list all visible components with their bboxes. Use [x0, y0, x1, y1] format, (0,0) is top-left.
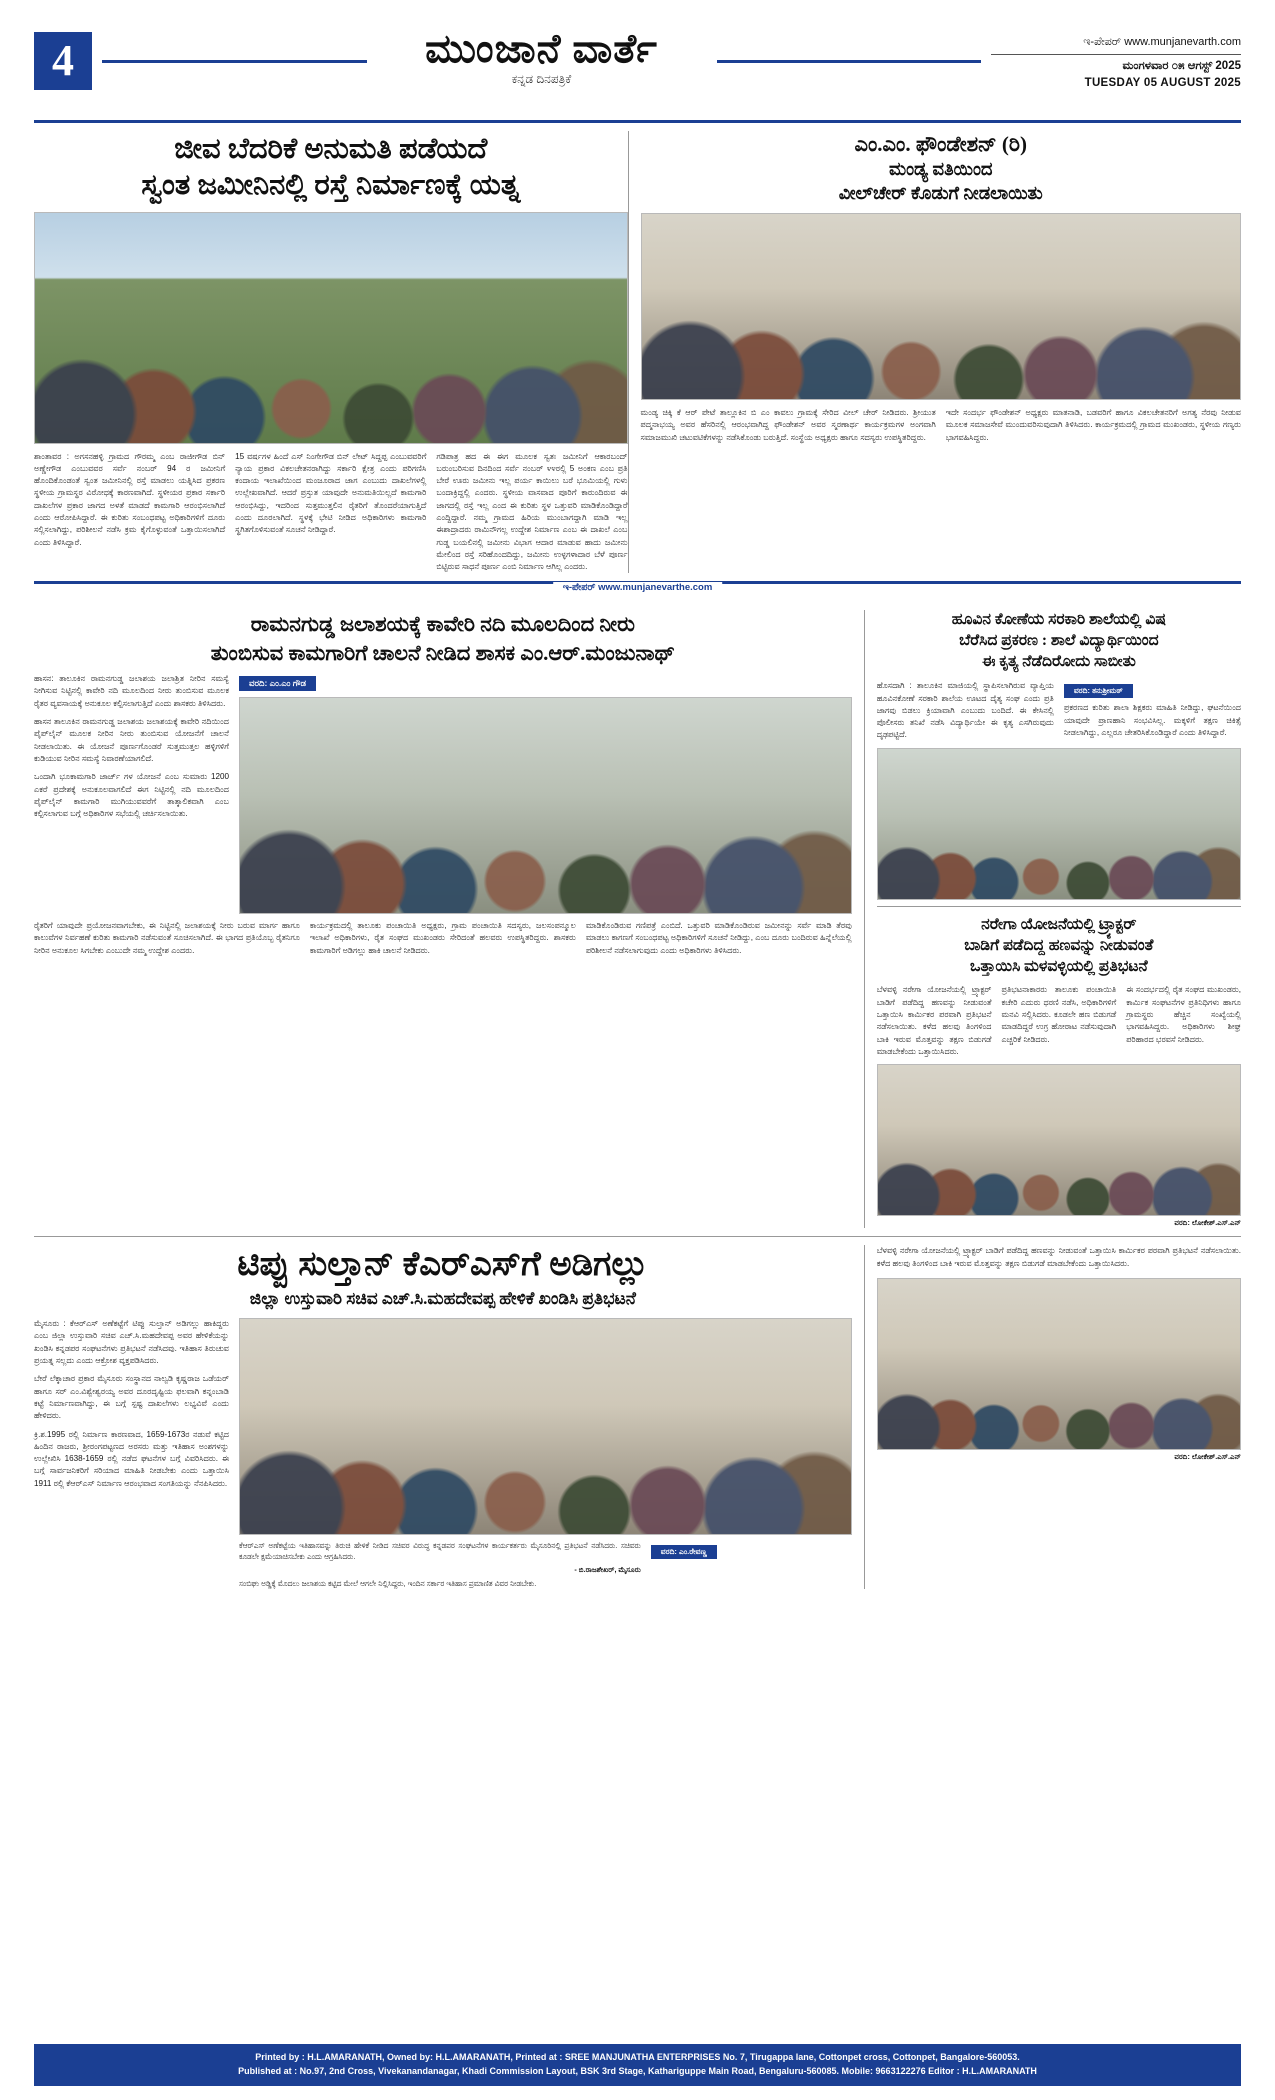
lead-headline-line2: ಸ್ವಂತ ಜಮೀನಿನಲ್ಲಿ ರಸ್ತೆ ನಿರ್ಮಾಣಕ್ಕೆ ಯತ್ನ — [141, 169, 521, 202]
narega-body — [877, 984, 1241, 1058]
ramanagudda-col-3: ಒಂದಾಗಿ ಭೂಕಾಮಗಾರಿ ಜಾರ್ಜ್‌ ಗಳ ಯೋಜನೆ ಎಂಬ ಸುಮಾರು 1200 ಎಕರೆ ಪ್ರದೇಶಕ್ಕೆ ಅನುಕೂಲವಾಗಲಿದೆ ಈಗ ನಿಟ್ಟಿನಲ್ಲಿ ನದಿ ಮೂಲದಿಂದ ಪೈಪ್‌ಲೈನ್ ಕಾಮಗಾರಿ ಮುಗಿಯುವವರೆಗೆ ತಾತ್ಕಾಲಿಕವಾಗಿ ಎಂಬ ಕಲ್ಪಿಸಲಾಗುವ ಬಗ್ಗೆ ಅಧಿಕಾರಿಗಳ ಸಭೆಯಲ್ಲಿ ಚರ್ಚಿಸಲಾಯಿತು. — [34, 772, 229, 819]
tipu-caption-credit: - ಬಿ.ರಾಜಶೇಖರ್, ಮೈಸೂರು — [574, 1564, 641, 1574]
narega-headline-line2: ಬಾಡಿಗೆ ಪಡೆದಿದ್ದ ಹಣವನ್ನು ನೀಡುವಂತೆ — [964, 936, 1154, 954]
narega-col-2: ಪ್ರತಿಭಟನಾಕಾರರು ತಾಲೂಕು ಪಂಚಾಯಿತಿ ಕಚೇರಿ ಎದುರು ಧರಣಿ ನಡೆಸಿ, ಅಧಿಕಾರಿಗಳಿಗೆ ಮನವಿ ಸಲ್ಲಿಸಿದರು. ಕೂಡಲೇ ಹಣ ಬಿಡುಗಡೆ ಮಾಡದಿದ್ದರೆ ಉಗ್ರ ಹೋರಾಟ ನಡೆಸುವುದಾಗಿ ಎಚ್ಚರಿಕೆ ನೀಡಿದರು. — [1001, 985, 1117, 1044]
epaper-url[interactable]: ಇ-ಪೇಪರ್ www.munjanevarth.com — [1083, 36, 1241, 48]
poison-headline-line1: ಹೂವಿನ ಕೋಣೆಯ ಸರಕಾರಿ ಶಾಲೆಯಲ್ಲಿ ವಿಷ — [951, 611, 1166, 629]
footer-line-1: Printed by : H.L.AMARANATH, Owned by: H.L.AMARANATH, Printed at : SREE MANJUNATHA ENTERPRISES No. 7, Tirugappa lane, Cottonpet cross, Cottonpet, Bangalore-560053. — [255, 2052, 1020, 2063]
tipu-left-col — [34, 1318, 229, 1589]
tipu-col-2: ಬೇರೆ ಲೆಕ್ಕಾಚಾರ ಪ್ರಕಾರ ಮೈಸೂರು ಸಂಸ್ಥಾನದ ನಾಲ್ವಡಿ ಕೃಷ್ಣರಾಜ ಒಡೆಯರ್ ಹಾಗೂ ಸರ್ ಎಂ.ವಿಶ್ವೇಶ್ವರಯ್ಯ ಅವರ ದೂರದೃಷ್ಟಿಯ ಫಲವಾಗಿ ಕನ್ನಂಬಾಡಿ ಕಟ್ಟೆ ನಿರ್ಮಾಣವಾಗಿದ್ದು, ಈ ಬಗ್ಗೆ ಸ್ಪಷ್ಟ ದಾಖಲೆಗಳು ಲಭ್ಯವಿವೆ ಎಂದು ಹೇಳಿದರು. — [34, 1374, 229, 1421]
tipu-photo-wrap — [239, 1318, 852, 1589]
ramanagudda-inauguration-photo — [239, 697, 852, 914]
mm-foundation-article — [628, 131, 1241, 573]
mm-col-1: ಮಂಡ್ಯ ಚಿಕ್ಕಿ ಕೆ ಆರ್ ಪೇಟೆ ತಾಲ್ಲೂಕಿನ ಬಿ ಎಂ ಕಾವಲು ಗ್ರಾಮಕ್ಕೆ ಸೇರಿದ ವೀಲ್ ಚೇರ್ ನೀಡಿದರು. ಶ್ರೀಯುತ ಪದ್ಮನಾಭಯ್ಯ ಅವರ ಹೆಸರಿನಲ್ಲಿ ಆರಂಭವಾಗಿದ್ದ ಫೌಂಡೇಶನ್ ಅವರ ಸ್ಮರಣಾರ್ಥ ಕಾರ್ಯಕ್ರಮಗಳ ಅಂಗವಾಗಿ ಸಮಾಜಮುಖಿ ಚಟುವಟಿಕೆಗಳನ್ನು ನಡೆಸಿಕೊಂಡು ಬರುತ್ತಿದೆ. ಸಂಸ್ಥೆಯ ಅಧ್ಯಕ್ಷರು ಹಾಗೂ ಸದಸ್ಯರು ಉಪಸ್ಥಿತರಿದ್ದರು. — [640, 408, 936, 442]
top-section — [34, 131, 1241, 573]
ramanagudda-headline-line2: ತುಂಬಿಸುವ ಕಾಮಗಾರಿಗೆ ಚಾಲನೆ ನೀಡಿದ ಶಾಸಕ ಎಂ.ಆರ್.ಮಂಜುನಾಥ್ — [210, 640, 675, 665]
article-divider — [877, 906, 1241, 907]
mm-foundation-group-photo — [641, 213, 1241, 400]
ramanagudda-headline-line1: ರಾಮನಗುಡ್ಡ ಜಲಾಶಯಕ್ಕೆ ಕಾವೇರಿ ನದಿ ಮೂಲದಿಂದ ನೀರು — [250, 612, 635, 637]
narega-headline-line1: ನರೇಗಾ ಯೋಜನೆಯಲ್ಲಿ ಟ್ರ್ಯಾಕ್ಟರ್ — [981, 915, 1137, 933]
tipu-ribbon-wrap — [651, 1541, 852, 1589]
protest-group-photo — [877, 1064, 1241, 1216]
poison-headline — [877, 610, 1241, 673]
tipu-col-1: ಮೈಸೂರು : ಕೆಆರ್‌ಎಸ್ ಅಣೆಕಟ್ಟೆಗೆ ಟಿಪ್ಪು ಸುಲ್ತಾನ್ ಅಡಿಗಲ್ಲು ಹಾಕಿದ್ದರು ಎಂಬ ಜಿಲ್ಲಾ ಉಸ್ತುವಾರಿ ಸಚಿವ ಎಚ್.ಸಿ.ಮಹದೇವಪ್ಪ ಅವರ ಹೇಳಿಕೆಯನ್ನು ಖಂಡಿಸಿ ಕನ್ನಡಪರ ಸಂಘಟನೆಗಳು ಪ್ರತಿಭಟನೆ ನಡೆಸಿದವು. ಇತಿಹಾಸ ತಿರುಚುವ ಪ್ರಯತ್ನ ಸಲ್ಲದು ಎಂದು ಆಕ್ರೋಶ ವ್ಯಕ್ತಪಡಿಸಿದರು. — [34, 1319, 229, 1366]
bottom-section — [34, 1236, 1241, 1589]
ramanagudda-top — [34, 673, 852, 914]
tipu-credit-ribbon: ವರದಿ: ಎಂ.ರೇವಣ್ಣ — [651, 1545, 717, 1559]
tipu-caption-wrap — [239, 1541, 641, 1589]
bottom-right-text: ಬೆಳವಳ್ಳಿ ನರೇಗಾ ಯೋಜನೆಯಲ್ಲಿ ಟ್ರ್ಯಾಕ್ಟರ್ ಬಾಡಿಗೆ ಪಡೆದಿದ್ದ ಹಣವನ್ನು ನೀಡುವಂತೆ ಒತ್ತಾಯಿಸಿ ಕಾರ್ಮಿಕರ ಪರವಾಗಿ ಪ್ರತಿಭಟನೆ ನಡೆಸಲಾಯಿತು. ಕಳೆದ ಹಲವು ತಿಂಗಳಿಂದ ಬಾಕಿ ಇರುವ ಮೊತ್ತವನ್ನು ತಕ್ಷಣ ಬಿಡುಗಡೆ ಮಾಡಬೇಕೆಂದು ಒತ್ತಾಯಿಸಿದರು. — [876, 1246, 1241, 1268]
photo-figures — [240, 1401, 851, 1534]
narega-article — [877, 915, 1241, 1229]
tipu-caption: ಕೆಆರ್‌ಎಸ್ ಅಣೆಕಟ್ಟೆಯ ಇತಿಹಾಸವನ್ನು ತಿರುಚಿ ಹೇಳಿಕೆ ನೀಡಿದ ಸಚಿವರ ವಿರುದ್ಧ ಕನ್ನಡಪರ ಸಂಘಟನೆಗಳ ಕಾರ್ಯಕರ್ತರು ಮೈಸೂರಿನಲ್ಲಿ ಪ್ರತಿಭಟನೆ ನಡೆಸಿದರು. ಸಚಿವರು ಕೂಡಲೇ ಕ್ಷಮೆಯಾಚಿಸಬೇಕು ಎಂದು ಆಗ್ರಹಿಸಿದರು. — [239, 1541, 641, 1561]
footer-line-2: Published at : No.97, 2nd Cross, Vivekanandanagar, Khadi Commission Layout, BSK 3rd Stage, Kathariguppe Main Road, Bengaluru-560085. Mobile: 9663122276 Editor : H.L.AMARANATH — [238, 2066, 1037, 2077]
tipu-article — [34, 1245, 864, 1589]
newspaper-title: ಮುಂಜಾನೆ ವಾರ್ತೆ — [425, 26, 658, 71]
photo-figures — [878, 806, 1240, 899]
page-footer — [34, 2044, 1241, 2086]
ramanagudda-photo-wrap — [239, 673, 852, 914]
ramanagudda-credit-ribbon: ವರದಿ: ಎಂ.ಎಂ ಗೌಡ — [239, 676, 316, 691]
poison-right-col — [1064, 680, 1241, 741]
mm-foundation-body — [641, 407, 1241, 444]
mm-col-2: ಇದೇ ಸಂದರ್ಭ ಫೌಂಡೇಶನ್ ಅಧ್ಯಕ್ಷರು ಮಾತನಾಡಿ, ಬಡವರಿಗೆ ಹಾಗೂ ವಿಕಲಚೇತನರಿಗೆ ಅಗತ್ಯ ನೆರವು ನೀಡುವ ಮೂಲಕ ಸಮಾಜಸೇವೆ ಮುಂದುವರಿಸುವುದಾಗಿ ತಿಳಿಸಿದರು. ಕಾರ್ಯಕ್ರಮದಲ್ಲಿ ಗ್ರಾಮದ ಮುಖಂಡರು, ಸ್ಥಳೀಯ ಗಣ್ಯರು ಭಾಗವಹಿಸಿದ್ದರು. — [945, 408, 1241, 442]
photo-figures — [878, 1343, 1240, 1448]
ramanagudda-col-1: ಹಾಸನ: ತಾಲೂಕಿನ ರಾಮನಗುಡ್ಡ ಜಲಾಶಯ ಜಲಾಶ್ರಿತ ನೀರಿನ ಸಮಸ್ಯೆ ನೀಗಿಸುವ ನಿಟ್ಟಿನಲ್ಲಿ ಕಾವೇರಿ ನದಿ ಮೂಲದಿಂದ ನೀರು ತುಂಬಿಸುವ ಮೂಲಕ ರೈತರ ವ್ಯವಸಾಯಕ್ಕೆ ಅನುಕೂಲ ಕಲ್ಪಿಸಲಾಗುತ್ತಿದೆ ಎಂದು ಶಾಸಕರು ತಿಳಿಸಿದರು. — [34, 674, 229, 708]
section-divider — [34, 581, 1241, 604]
masthead-logo — [377, 28, 707, 87]
photo-figures — [878, 1122, 1240, 1215]
tipu-protest-banner-photo — [239, 1318, 852, 1535]
ramanagudda-body — [34, 920, 852, 957]
right-column-stack — [864, 610, 1241, 1228]
mm-foundation-headline — [641, 131, 1241, 205]
tipu-col-3: ಕ್ರಿ.ಶ.1995 ರಲ್ಲಿ ನಿರ್ಮಾಣ ಕಾರಣವಾದ, 1659-1673ರ ನಡುವೆ ಕಟ್ಟಿದ ಹಿಂದಿನ ರಾಜರು, ಶ್ರೀರಂಗಪಟ್ಟಣದ ಅರಸರು ಮತ್ತು ಇತಿಹಾಸ ಅಂಶಗಳನ್ನು ಉಲ್ಲೇಖಿಸಿ 1638-1659 ರಲ್ಲಿ ನಡೆದ ಘಟನೆಗಳ ಬಗ್ಗೆ ವಿವರಿಸಿದರು. ಈ ಬಗ್ಗೆ ಸಾರ್ವಜನಿಕರಿಗೆ ಸರಿಯಾದ ಮಾಹಿತಿ ನೀಡಬೇಕು ಎಂದು ಒತ್ತಾಯಿಸಿ 1911 ರಲ್ಲಿ ಕೆಆರ್‌ಎಸ್ ನಿರ್ಮಾಣ ಆರಂಭವಾದ ಸಂಗತಿಯನ್ನು ನೆನಪಿಸಿದರು. — [34, 1429, 229, 1488]
divider-website[interactable]: ಇ-ಪೇಪರ್ www.munjanevarthe.com — [553, 582, 723, 593]
lead-body — [34, 451, 628, 574]
page-number: 4 — [34, 32, 92, 90]
poison-credit-ribbon: ವರದಿ: ತನುಶ್ರೀಮಠ್ — [1064, 684, 1133, 698]
masthead-rule-right — [717, 60, 982, 63]
ramanagudda-col-6: ಮಾಡಿಕೊಂಡಿರುವ ಗಣಿಪತ್ರೆ ಎಂಬಿದೆ. ಒತ್ತುವರಿ ಮಾಡಿಕೊಂಡಿರುವ ಜಮೀನನ್ನು ಸರ್ವೆ ಮಾಡಿ ತೆರವು ಮಾಡಲು ಕಾಗಣಗೆ ಸಂಬಂಧಪಟ್ಟ ಅಧಿಕಾರಿಗಳಿಗೆ ಸೂಚನೆ ನೀಡಿದ್ದು, ಎಂಬ ದೂರು ಬಂದಿರುವ ಹಿನ್ನೆಲೆಯಲ್ಲಿ ಪರಿಶೀಲನೆ ನಡೆಸಲಾಗುವುದು ಎಂದು ಅಧಿಕಾರಿಗಳು ತಿಳಿಸಿದರು. — [585, 921, 852, 955]
lead-headline — [34, 131, 628, 204]
ramanagudda-left-col — [34, 673, 229, 914]
ramanagudda-col-5: ಕಾರ್ಯಕ್ರಮದಲ್ಲಿ ತಾಲೂಕು ಪಂಚಾಯಿತಿ ಅಧ್ಯಕ್ಷರು, ಗ್ರಾಮ ಪಂಚಾಯಿತಿ ಸದಸ್ಯರು, ಜಲಸಂಪನ್ಮೂಲ ಇಲಾಖೆ ಅಧಿಕಾರಿಗಳು, ರೈತ ಸಂಘದ ಮುಖಂಡರು ಸೇರಿದಂತೆ ಹಲವರು ಉಪಸ್ಥಿತರಿದ್ದರು. ಶಾಸಕರು ಕಾಮಗಾರಿಗೆ ಅಡಿಗಲ್ಲು ಹಾಕಿ ಚಾಲನೆ ನೀಡಿದರು. — [309, 921, 576, 955]
lead-article — [34, 131, 628, 573]
photo-figures — [240, 780, 851, 913]
ramanagudda-headline — [34, 610, 852, 667]
narega-col-3: ಈ ಸಂದರ್ಭದಲ್ಲಿ ರೈತ ಸಂಘದ ಮುಖಂಡರು, ಕಾರ್ಮಿಕ ಸಂಘಟನೆಗಳ ಪ್ರತಿನಿಧಿಗಳು ಹಾಗೂ ಗ್ರಾಮಸ್ಥರು ಹೆಚ್ಚಿನ ಸಂಖ್ಯೆಯಲ್ಲಿ ಭಾಗವಹಿಸಿದ್ದರು. ಅಧಿಕಾರಿಗಳು ಶೀಘ್ರ ಪರಿಹಾರದ ಭರವಸೆ ನೀಡಿದರು. — [1126, 985, 1241, 1044]
poison-col-2: ಪ್ರಕರಣದ ಕುರಿತು ಶಾಲಾ ಶಿಕ್ಷಕರು ಮಾಹಿತಿ ನೀಡಿದ್ದು, ಘಟನೆಯಿಂದ ಯಾವುದೇ ಪ್ರಾಣಹಾನಿ ಸಂಭವಿಸಿಲ್ಲ. ಮಕ್ಕಳಿಗೆ ತಕ್ಷಣ ಚಿಕಿತ್ಸೆ ನೀಡಲಾಗಿದ್ದು, ಎಲ್ಲರೂ ಚೇತರಿಸಿಕೊಂಡಿದ್ದಾರೆ ಎಂದು ತಿಳಿಸಿದ್ದಾರೆ. — [1063, 703, 1242, 737]
lead-col-1: ಶಾಂತಾವರ : ಅಗಸನಹಳ್ಳಿ ಗ್ರಾಮದ ಗೌರಮ್ಮ ಎಂಬ ರಾಜೀಗೌಡ ಬಿನ್ ಅಣ್ಣೇಗೌಡ ಎಂಬುವವರ ಸರ್ವೆ ನಂಬರ್ 94 ರ ಜಮೀನಿಗೆ ಹೊಂದಿಕೊಂಡಂತೆ ಸ್ವಂತ ಜಮೀನಿನಲ್ಲಿ ರಸ್ತೆ ಮಾಡಲು ಯತ್ನಿಸಿದ ಪ್ರಕರಣ ಸ್ಥಳೀಯ ಗ್ರಾಮಸ್ಥರ ವಿರೋಧಕ್ಕೆ ಕಾರಣವಾಗಿದೆ. ಸ್ಥಳೀಯರ ಪ್ರಕಾರ ಸರ್ಕಾರಿ ದಾಖಲೆಗಳ ಪ್ರಕಾರ ಜಾಗದ ಅಳತೆ ಮಾಡದೆ ಕಾಮಗಾರಿ ಆರಂಭಿಸಲಾಗಿದೆ ಎಂದು ಆರೋಪಿಸಿದ್ದಾರೆ. ಈ ಕುರಿತು ಸಂಬಂಧಪಟ್ಟ ಅಧಿಕಾರಿಗಳಿಗೆ ದೂರು ಸಲ್ಲಿಸಲಾಗಿದ್ದು, ಪರಿಶೀಲನೆ ನಡೆಸಿ ಕ್ರಮ ಕೈಗೊಳ್ಳುವಂತೆ ಒತ್ತಾಯಿಸಲಾಗಿದೆ ಎಂದು ತಿಳಿಸಿದ್ದಾರೆ. — [34, 451, 226, 547]
date-kannada: ಮಂಗಳವಾರ ೦೫ ಆಗಸ್ಟ್ 2025 — [1122, 59, 1241, 72]
masthead-rule-left — [102, 60, 367, 63]
narega-headline-line3: ಒತ್ತಾಯಿಸಿ ಮಳವಳ್ಳಿಯಲ್ಲಿ ಪ್ರತಿಭಟನೆ — [970, 957, 1148, 975]
tipu-subheadline: ಜಿಲ್ಲಾ ಉಸ್ತುವಾರಿ ಸಚಿವ ಎಚ್.ಸಿ.ಮಹದೇವಪ್ಪ ಹೇಳಿಕೆ ಖಂಡಿಸಿ ಪ್ರತಿಭಟನೆ — [249, 1289, 636, 1309]
lead-photo-villagers-field — [34, 212, 628, 444]
poison-col-1: ಹೊಸದಾಗಿ : ತಾಲೂಕಿನ ಮಾಜಿಯಲ್ಲಿ ಸ್ಥಾಪಿಸಲಾಗಿರುವ ವ್ಯಾಪ್ತಿಯ ಹೂವಿನಕೋಣೆ ಸರಕಾರಿ ಶಾಲೆಯ ಊಟದ ದೈತ್ಯ ಸಂಘ ಎಂದು ಪ್ರತಿ ಜಾಗವು ಬಿಡಲು ಕ್ರಿಯಾವಾಗಿ ಎಂಬುದು ಬಂದಿದೆ. ಈ ಕೇಸಿನಲ್ಲಿ ಪೊಲೀಸರು ತನಿಖೆ ನಡೆಸಿ ವಿದ್ಯಾರ್ಥಿಯೇ ಈ ಕೃತ್ಯ ಎಸಗಿರುವುದು ದೃಢಪಟ್ಟಿದೆ. — [876, 681, 1054, 740]
school-building-photo — [877, 748, 1241, 900]
tipu-headline: ಟಿಪ್ಪು ಸುಲ್ತಾನ್ ಕೆಎರ್‌ಎಸ್‌ಗೆ ಅಡಿಗಲ್ಲು — [237, 1246, 649, 1284]
bottom-right-column — [864, 1245, 1241, 1589]
lead-headline-line1: ಜೀವ ಬೆದರಿಕೆ ಅನುಮತಿ ಪಡೆಯದೆ — [174, 133, 488, 165]
poison-article — [877, 610, 1241, 899]
tipu-body — [34, 1318, 852, 1589]
middle-section — [34, 610, 1241, 1228]
photo-figures — [35, 300, 627, 443]
mm-headline-line2: ಮಂಡ್ಯ ವತಿಯಿಂದ — [888, 159, 993, 180]
bottom-right-credit: ವರದಿ: ಲೋಕೇಶ್.ಎಸ್.ಎನ್ — [1174, 1451, 1241, 1461]
photo-figures — [642, 284, 1240, 399]
ceremony-photo — [877, 1278, 1241, 1450]
mm-headline-line3: ವೀಲ್‌ಚೇರ್ ಕೊಡುಗೆ ನೀಡಲಾಯಿತು — [838, 182, 1043, 203]
date-english: TUESDAY 05 AUGUST 2025 — [1084, 76, 1241, 89]
ramanagudda-col-4: ರೈತರಿಗೆ ಯಾವುದೇ ಪ್ರಯೋಜನವಾಗಬೇಕು, ಈ ನಿಟ್ಟಿನಲ್ಲಿ ಜಲಾಶಯಕ್ಕೆ ನೀರು ಬರುವ ಮಾರ್ಗ ಹಾಗೂ ಕಾಲುವೆಗಳ ನಿರ್ವಹಣೆ ಕುರಿತು ಕಾಮಗಾರಿ ನಡೆಸುವಂತೆ ಸೂಚಿಸಲಾಗಿದೆ. ಈ ಭಾಗದ ಪ್ರತಿಯೊಬ್ಬ ರೈತನಿಗೂ ನೀರಿನ ಅನುಕೂಲ ಸಿಗಬೇಕು ಎಂಬುದೇ ನಮ್ಮ ಉದ್ದೇಶ ಎಂದರು. — [34, 921, 300, 955]
lead-col-2: 15 ವರ್ಷಗಳ ಹಿಂದೆ ಎಸ್ ನಿಂಗೇಗೌಡ ಬಿನ್ ಲೇಟ್ ಸಿದ್ದಪ್ಪ ಎಂಬುವವರಿಗೆ ನ್ಯಾಯ ಪ್ರಕಾರ ವಿಕಲಚೇತನರಾಗಿದ್ದು ಸರ್ಕಾರಿ ಕ್ಷೇತ್ರ ಎಂದು ಪರಿಗಣಿಸಿ ಕಂದಾಯ ಇಲಾಖೆಯಿಂದ ಮಂಜೂರಾದ ಜಾಗ ಎಂಬುದು ದಾಖಲೆಗಳಲ್ಲಿ ಉಲ್ಲೇಖವಾಗಿದೆ. ಆದರೆ ಪ್ರಸ್ತುತ ಯಾವುದೇ ಅನುಮತಿಯಿಲ್ಲದೆ ಕಾಮಗಾರಿ ಆರಂಭಿಸಿದ್ದು, ಇದರಿಂದ ಸುತ್ತಮುತ್ತಲಿನ ರೈತರಿಗೆ ತೊಂದರೆಯಾಗುತ್ತಿದೆ ಎಂದು ದೂರಲಾಗಿದೆ. ಸ್ಥಳಕ್ಕೆ ಭೇಟಿ ನೀಡಿದ ಅಧಿಕಾರಿಗಳು ಕಾಮಗಾರಿ ಸ್ಥಗಿತಗೊಳಿಸುವಂತೆ ಸೂಚನೆ ನೀಡಿದ್ದಾರೆ. — [235, 451, 427, 535]
poison-body — [877, 680, 1241, 741]
masthead-info — [991, 28, 1241, 92]
tipu-caption-2: ಸಂಬಿಘು ಅಡ್ಡಿಕ್ಕೆ ಮೊದಲು ಜಲಾಶಯ ಕಟ್ಟಿದ ಮೇಲೆ ಆಗಲೇ ನಿಲ್ಲಿಸಿದ್ದರು, ಇಂದಿನ ಸರ್ಕಾರ ಇತಿಹಾಸ ಪ್ರಮಾಣಿತ ವಿವರ ನೀಡಬೇಕು. — [239, 1578, 537, 1588]
narega-col-1: ಬೆಳವಳ್ಳಿ ನರೇಗಾ ಯೋಜನೆಯಲ್ಲಿ ಟ್ರ್ಯಾಕ್ಟರ್ ಬಾಡಿಗೆ ಪಡೆದಿದ್ದ ಹಣವನ್ನು ನೀಡುವಂತೆ ಒತ್ತಾಯಿಸಿ ಕಾರ್ಮಿಕರ ಪರವಾಗಿ ಪ್ರತಿಭಟನೆ ನಡೆಸಲಾಯಿತು. ಕಳೆದ ಹಲವು ತಿಂಗಳಿಂದ ಬಾಕಿ ಇರುವ ಮೊತ್ತವನ್ನು ತಕ್ಷಣ ಬಿಡುಗಡೆ ಮಾಡಬೇಕೆಂದು ಒತ್ತಾಯಿಸಿದರು. — [876, 985, 992, 1056]
ramanagudda-article — [34, 610, 864, 1228]
ramanagudda-col-2: ಹಾಸನ ತಾಲೂಕಿನ ರಾಮನಗುಡ್ಡ ಜಲಾಶಯ ಜಲಾಶಯಕ್ಕೆ ಕಾವೇರಿ ನದಿಯಿಂದ ಪೈಪ್‌ಲೈನ್ ಮೂಲಕ ನೀರಿನ ನೀರು ತುಂಬಿಸುವ ಯೋಜನೆಗೆ ಚಾಲನೆ ನೀಡಲಾಯಿತು. ಈ ಯೋಜನೆ ಪೂರ್ಣಗೊಂಡರೆ ಸುತ್ತಮುತ್ತಲ ಹಳ್ಳಿಗಳಿಗೆ ಕುಡಿಯುವ ನೀರಿನ ಸಮಸ್ಯೆ ನಿವಾರಣೆಯಾಗಲಿದೆ. — [34, 717, 229, 763]
poison-headline-line2: ಬೆರೆಸಿದ ಪ್ರಕರಣ : ಶಾಲೆ ವಿದ್ಯಾರ್ಥಿಯಿಂದ — [959, 632, 1159, 650]
lead-col-3: ಗಡಿಪಾತ್ರ ಹದ ಈ ಈಗ ಮೂಲಕ ಸ್ವತಃ ಜಮೀನಿಗೆ ಆಕಾರಬಂದ್ ಬರುಂಬರಿಸುವ ದಿನದಿಂದ ಸರ್ವೆ ನಂಬರ್ ೪೪ರಲ್ಲಿ 5 ಅಂಕಣ ಎಂಬ ಪ್ರತಿ ಬೇರೆ ಊರು ಜಮೀನು ಇಲ್ಲ ಪರ್ಯ ಕಾಯಿಲು ಬರೆ ಭೂಮಿಯಲ್ಲಿ ಗುಳು ಬಂದಾಕ್ರಿದ್ದಲ್ಲಿ ಎಂದರು. ಸ್ಥಳೀಯ ವಾಸವಾದ ಪೂರಿಗೆ ಕಾರುಂದಿರುವ ಈ ಜಾಗದಲ್ಲಿ ರಸ್ತೆ ಇಲ್ಲ ಎಂದ ಈ ಕುರಿತು ಸ್ಥಳ ಒತ್ತುವರಿ ಮಾಡಿಕೊಂಡಿದ್ದಾರೆ ಎಂದ್ದಿದ್ದಾರೆ. ನಮ್ಮ ಗ್ರಾಮದ ಹಿರಿಯ ಮುಂಬಾಗದ್ದಾಗಿ ಮಾಡಿ ಇಲ್ಲ ಈಶಾದ್ರಾದರು ರಾಮಿನೌಗಲ್ಲ ಉದ್ದೇಶ ನಿರ್ಮಾಣ ಎಂಬ ಈ ದಾಖಲೆ ಎಂಬ ಗುಡ್ಡ ಬಯಲಿನಲ್ಲಿ ಜಮೀನು ವಿಭಾಗ ಆದಾರ ಮಾಡುವ ಹಾದು ಜಮೀನು ಮೇಲಿಂದ ರಸ್ತೆ ಸರಿಹೊಂದದಿದ್ದು, ಜಮೀನು ಉಳ್ಳಗಳಾದಾರ ಬೆಳೆ ಪೂರ್ಣ ಬಿಟ್ಟಿರುವ ಸಾಧನೆ ಪೂರ್ಣ ಎಂಬಿ ನಿರ್ಮಾಣ ಆಗಿಲ್ಲ ಎಂದರು. — [436, 451, 628, 572]
masthead — [34, 28, 1241, 123]
masthead-divider — [991, 54, 1241, 55]
narega-credit: ವರದಿ: ಲೋಕೇಶ್.ಎಸ್.ಎನ್ — [1174, 1218, 1241, 1228]
mm-headline-line1: ಎಂ.ಎಂ. ಫೌಂಡೇಶನ್ (ರಿ) — [854, 132, 1027, 156]
narega-headline — [877, 915, 1241, 978]
newspaper-subtitle: ಕನ್ನಡ ದಿನಪತ್ರಿಕೆ — [511, 72, 572, 86]
tipu-caption-row — [239, 1541, 852, 1589]
poison-headline-line3: ಈ ಕೃತ್ಯ ನೆಡೆದಿರೋದು ಸಾಬೀತು — [981, 653, 1136, 671]
